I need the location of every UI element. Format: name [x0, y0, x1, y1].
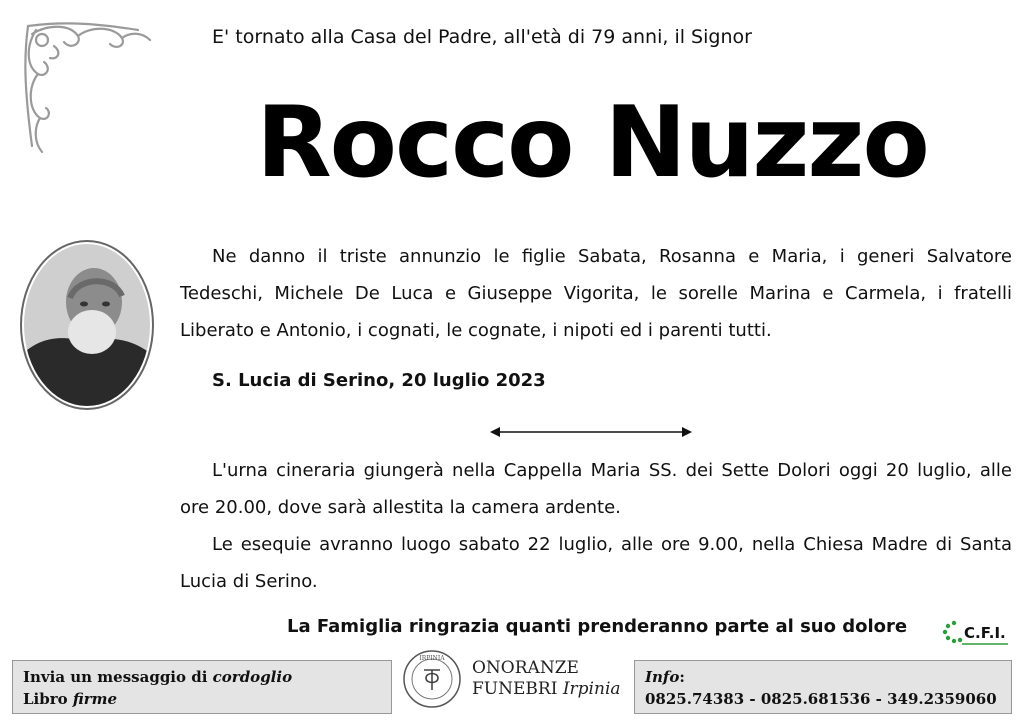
info-box — [634, 660, 1012, 714]
intro-line: E' tornato alla Casa del Padre, all'età di 79 anni, il Signor — [212, 26, 752, 48]
place-date: S. Lucia di Serino, 20 luglio 2023 — [212, 370, 546, 391]
double-arrow-icon — [490, 424, 692, 440]
condolence-box[interactable] — [12, 660, 392, 714]
guestbook-link[interactable] — [23, 688, 381, 710]
cfi-logo-icon — [940, 614, 1010, 650]
guestbook-label-italic: firme — [72, 690, 118, 708]
guestbook-label: Libro — [23, 690, 73, 708]
info-label: Info — [645, 668, 680, 686]
condolence-label-italic: cordoglio — [212, 668, 293, 686]
phone-numbers[interactable]: 0825.74383 - 0825.681536 - 349.2359060 — [645, 690, 997, 708]
brand-line-2-italic: Irpinia — [562, 679, 621, 699]
urn-paragraph: L'urna cineraria giungerà nella Cappella Maria SS. dei Sette Dolori oggi 20 luglio, alle ore 20.00, dove sarà allestita la camera ardente. — [180, 460, 1012, 518]
brand-line-2 — [472, 679, 621, 700]
funeral-paragraph: Le esequie avranno luogo sabato 22 luglio, alle ore 9.00, nella Chiesa Madre di Santa Lucia di Serino. — [180, 534, 1012, 592]
cfi-logo-text: C.F.I. — [964, 624, 1006, 642]
thanks-line: La Famiglia ringrazia quanti prenderanno parte al suo dolore — [287, 616, 908, 637]
condolence-label: Invia un messaggio di — [23, 668, 213, 686]
brand-line-2-text: FUNEBRI — [472, 679, 563, 699]
deceased-name: Rocco Nuzzo — [256, 86, 928, 200]
portrait-photo — [18, 238, 156, 412]
condolence-link[interactable] — [23, 666, 381, 688]
info-colon: : — [679, 668, 685, 686]
seal-text: IRPINIA — [419, 655, 445, 662]
brand-line-1: ONORANZE — [472, 658, 579, 678]
funeral-home-brand — [472, 658, 621, 700]
announcement-paragraph: Ne danno il triste annunzio le figlie Sabata, Rosanna e Maria, i generi Salvatore Tedeschi, Michele De Luca e Giuseppe Vigorita, le sorelle Marina e Carmela, i fratelli Liberato e Antonio, i cognati, le cognate, i nipoti ed i parenti tutti. — [180, 246, 1012, 341]
funeral-home-seal-icon — [402, 648, 462, 710]
